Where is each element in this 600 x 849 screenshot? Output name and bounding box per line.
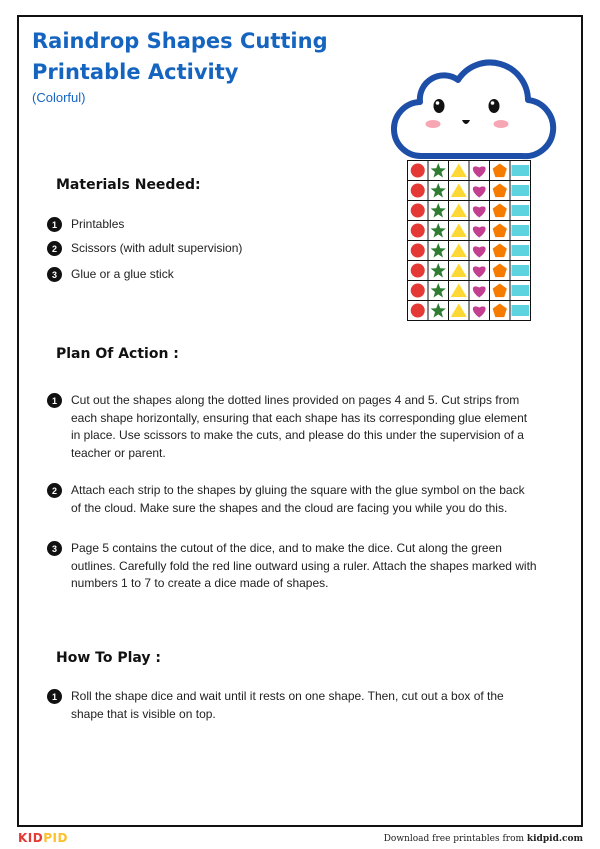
kidpid-logo — [18, 831, 68, 845]
number-badge: 3 — [47, 541, 62, 556]
shapes-grid — [407, 160, 531, 327]
left-eye — [434, 99, 445, 113]
circle-shape — [411, 264, 425, 278]
number-badge: 1 — [47, 393, 62, 408]
circle-shape — [411, 304, 425, 318]
cloud-illustration — [382, 44, 558, 162]
plan-step-text: Page 5 contains the cutout of the dice, and to make the dice. Cut along the green outlines. Carefully fold the red line outward using a ruler. Attach the shapes marked with numbers 1 to 7 to create a dice made of shapes. — [71, 541, 537, 590]
materials-item — [47, 267, 174, 282]
circle-shape — [411, 204, 425, 218]
materials-item — [47, 217, 124, 232]
rectangle-shape — [512, 245, 530, 256]
right-eye — [489, 99, 500, 113]
howto-heading: How To Play : — [56, 650, 161, 666]
rectangle-shape — [512, 205, 530, 216]
circle-shape — [411, 224, 425, 238]
howto-step-text: Roll the shape dice and wait until it rests on one shape. Then, cut out a box of the shape that is visible on top. — [71, 689, 504, 721]
materials-item — [47, 241, 242, 256]
number-badge: 1 — [47, 689, 62, 704]
number-badge: 3 — [47, 267, 62, 282]
cloud-shape — [394, 62, 553, 156]
logo-part-1: KID — [18, 831, 44, 845]
number-badge: 2 — [47, 483, 62, 498]
number-badge: 2 — [47, 241, 62, 256]
logo-part-2: PID — [43, 831, 68, 845]
materials-heading: Materials Needed: — [56, 177, 201, 193]
footer-link[interactable]: kidpid.com — [526, 834, 583, 844]
plan-step — [47, 541, 537, 593]
plan-step — [47, 393, 537, 462]
plan-heading: Plan Of Action : — [56, 346, 179, 362]
rectangle-shape — [512, 185, 530, 196]
plan-step-text: Cut out the shapes along the dotted lines provided on pages 4 and 5. Cut strips from each shape horizontally, ensuring that each shape has its corresponding glue element in place. Use scissors to make the cuts, and please do this under the supervision of a teacher or parent. — [71, 393, 528, 460]
page-title — [32, 26, 328, 88]
footer-note — [384, 834, 583, 844]
number-badge: 1 — [47, 217, 62, 232]
page-subtitle: (Colorful) — [32, 90, 86, 105]
rectangle-shape — [512, 305, 530, 316]
circle-shape — [411, 164, 425, 178]
rectangle-shape — [512, 265, 530, 276]
materials-item-text: Scissors (with adult supervision) — [71, 241, 243, 255]
footer-note-text: Download free printables from — [383, 834, 527, 844]
left-cheek — [426, 120, 441, 128]
howto-step — [47, 689, 517, 723]
rectangle-shape — [512, 225, 530, 236]
plan-step — [47, 483, 537, 517]
rectangle-shape — [512, 285, 530, 296]
circle-shape — [411, 184, 425, 198]
plan-step-text: Attach each strip to the shapes by gluing the square with the glue symbol on the back of the cloud. Make sure the shapes and the cloud are facing you while you do this. — [71, 483, 525, 515]
title-line-2: Printable Activity — [32, 60, 239, 84]
materials-item-text: Glue or a glue stick — [71, 267, 174, 281]
materials-item-text: Printables — [71, 217, 125, 231]
circle-shape — [411, 284, 425, 298]
rectangle-shape — [512, 165, 530, 176]
title-line-1: Raindrop Shapes Cutting — [32, 29, 328, 53]
circle-shape — [411, 244, 425, 258]
right-cheek — [494, 120, 509, 128]
